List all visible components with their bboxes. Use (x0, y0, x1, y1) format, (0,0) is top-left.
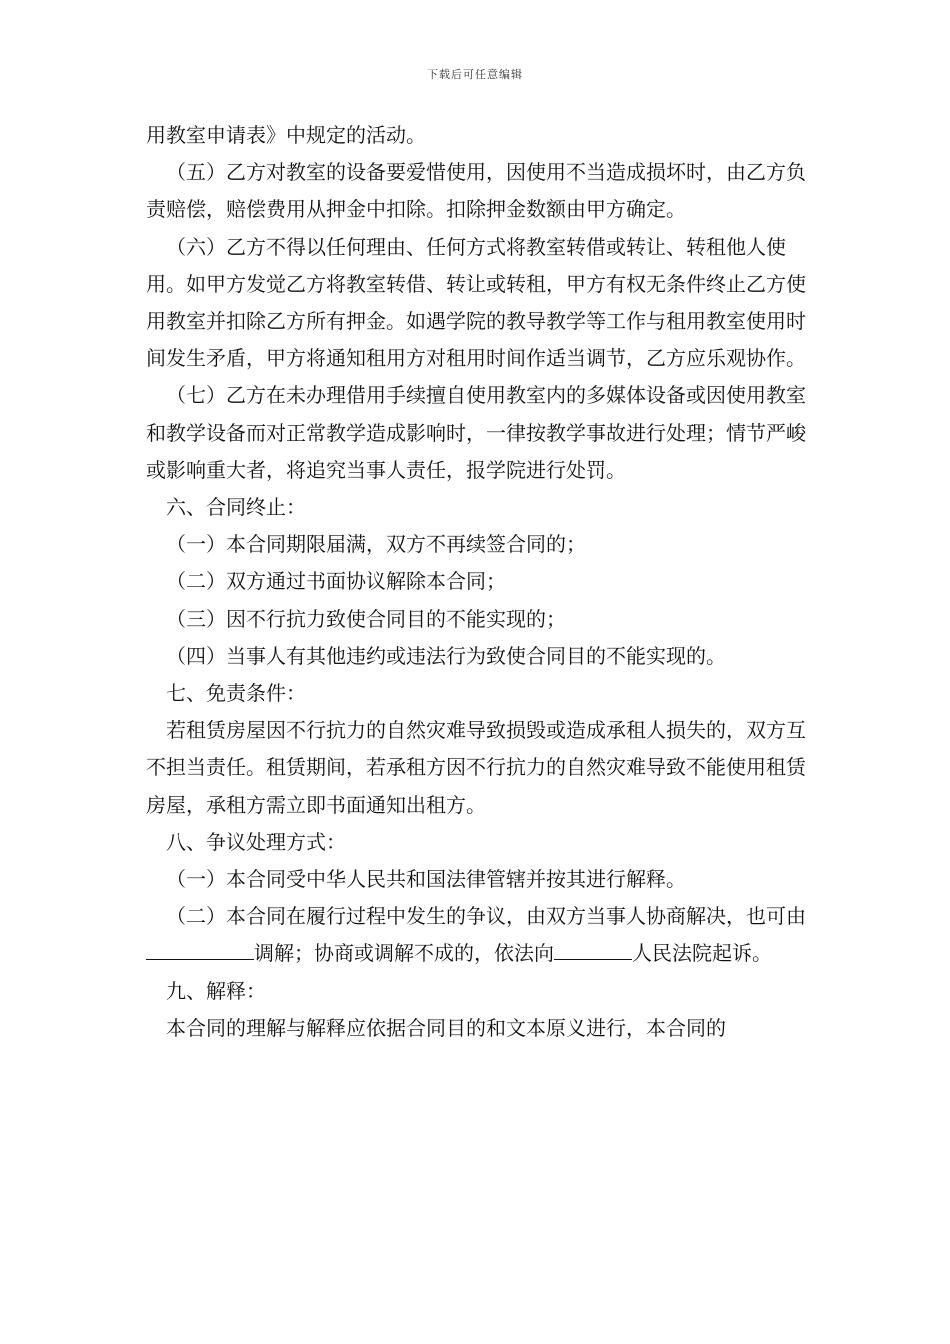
fill-blank-mediator[interactable] (146, 937, 254, 960)
interpretation-text: 本合同的理解与解释应依据合同目的和文本原义进行，本合同的 (166, 1015, 726, 1040)
dispute-text-part3: 人民法院起诉。 (632, 941, 772, 966)
clause-6: （六）乙方不得以任何理由、任何方式将教室转借或转让、转租他人使用。如甲方发觉乙方将教室转借、转让或转租，甲方有权无条件终止乙方使用教室并扣除乙方所有押金。如遇学院的教导教学等工作与租用教室使用时间发生矛盾，甲方将通知租用方对租用时间作适当调节，乙方应乐观协作。 (146, 234, 806, 371)
clause-7: （七）乙方在未办理借用手续擅自使用教室内的多媒体设备或因使用教室和教学设备而对正常教学造成影响时，一律按教学事故进行处理；情节严峻或影响重大者，将追究当事人责任，报学院进行处罚。 (146, 383, 806, 482)
termination-item-1: （一）本合同期限届满，双方不再续签合同的； (166, 532, 586, 557)
dispute-item-2 (146, 898, 810, 972)
termination-item-2: （二）双方通过书面协议解除本合同； (166, 569, 506, 594)
dispute-item-1: （一）本合同受中华人民共和国法律管辖并按其进行解释。 (166, 867, 686, 892)
termination-item-4: （四）当事人有其他违约或违法行为致使合同目的不能实现的。 (166, 643, 726, 668)
section-heading-dispute: 八、争议处理方式： (166, 829, 346, 854)
dispute-text-part1: （二）本合同在履行过程中发生的争议，由双方当事人协商解决，也可由 (166, 904, 806, 929)
section-heading-exemption: 七、免责条件： (166, 681, 306, 706)
page-header: 下载后可任意编辑 (427, 68, 523, 81)
document-body (146, 117, 810, 1047)
clause-5: （五）乙方对教室的设备要爱惜使用，因使用不当造成损坏时，由乙方负责赔偿，赔偿费用从押金中扣除。扣除押金数额由甲方确定。 (146, 160, 806, 222)
fill-blank-court[interactable] (554, 937, 632, 960)
exemption-text: 若租赁房屋因不行抗力的自然灾难导致损毁或造成承租人损失的，双方互不担当责任。租赁期间，若承租方因不行抗力的自然灾难导致不能使用租赁房屋，承租方需立即书面通知出租方。 (146, 718, 806, 817)
section-heading-termination: 六、合同终止： (166, 495, 306, 520)
dispute-text-part2: 调解；协商或调解不成的，依法向 (254, 941, 554, 966)
paragraph-continuation: 用教室申请表》中规定的活动。 (146, 123, 426, 147)
termination-item-3: （三）因不行抗力致使合同目的不能实现的； (166, 606, 566, 631)
section-heading-interpretation: 九、解释： (166, 978, 266, 1003)
